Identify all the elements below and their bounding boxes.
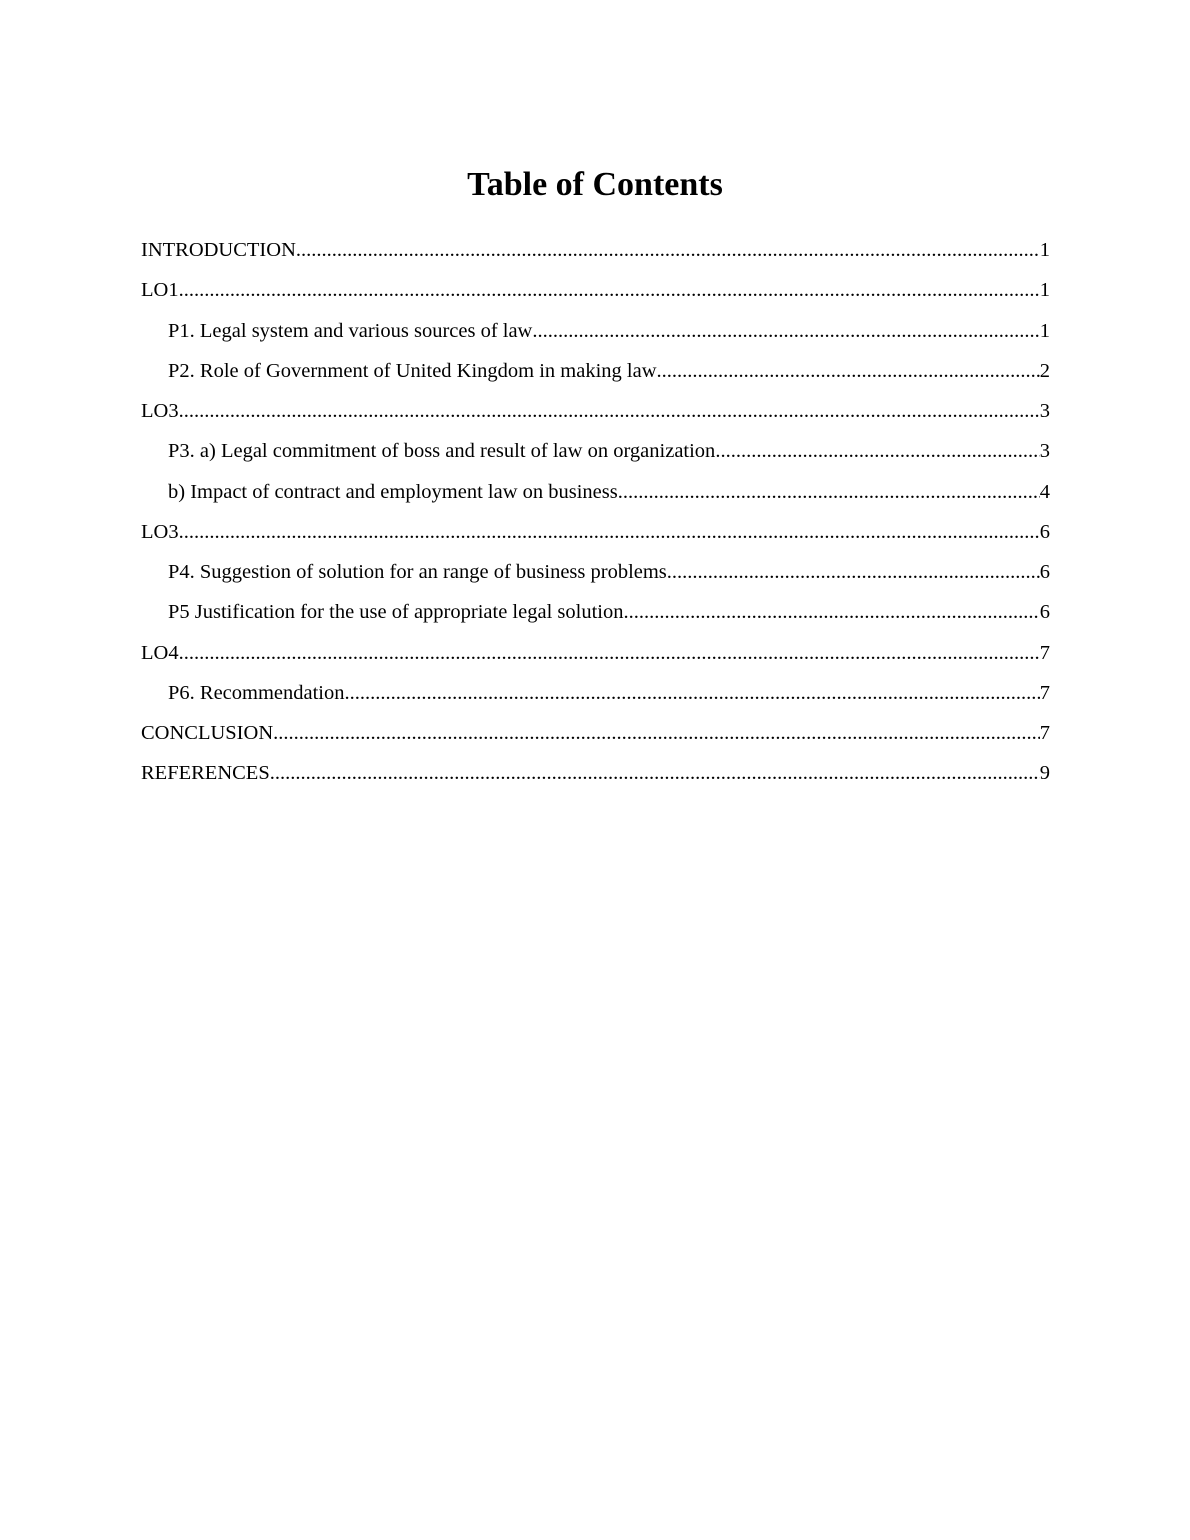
toc-page-number: 7 — [1039, 681, 1050, 704]
toc-entry-p3b[interactable] — [141, 472, 1050, 512]
toc-page-number: 6 — [1039, 520, 1050, 543]
toc-page-number: 6 — [1039, 561, 1050, 583]
toc-entry-label: P2. Role of Government of United Kingdom in making law — [168, 359, 657, 382]
toc-dot-leader — [667, 552, 1040, 592]
toc-dot-leader — [618, 472, 1040, 512]
toc-page-number: 6 — [1039, 601, 1050, 624]
toc-entry-label: LO1 — [141, 279, 179, 302]
toc-entry-label: P4. Suggestion of solution for an range of business problems — [168, 561, 667, 583]
toc-entry-label: P3. a) Legal commitment of boss and result of law on organization — [168, 440, 716, 463]
toc-list — [141, 230, 1050, 794]
toc-entry-p2[interactable] — [141, 351, 1050, 391]
toc-entry-label: LO3 — [141, 520, 179, 543]
toc-entry-p4[interactable] — [141, 552, 1050, 592]
toc-page-number: 1 — [1039, 239, 1050, 261]
toc-entry-conclusion[interactable] — [141, 713, 1050, 753]
toc-dot-leader — [623, 592, 1039, 632]
toc-entry-lo3-second[interactable] — [141, 512, 1050, 552]
toc-entry-label: P5 Justification for the use of appropriate legal solution — [168, 601, 624, 624]
toc-dot-leader — [532, 311, 1039, 351]
toc-page-number: 3 — [1039, 400, 1050, 422]
toc-entry-label: REFERENCES — [141, 762, 270, 785]
toc-dot-leader — [179, 633, 1040, 673]
toc-entry-label: P6. Recommendation — [168, 681, 345, 704]
toc-page-number: 1 — [1039, 319, 1050, 342]
toc-page-number: 9 — [1039, 762, 1050, 785]
toc-entry-label: LO4 — [141, 641, 179, 664]
toc-entry-label: INTRODUCTION — [141, 239, 296, 261]
toc-entry-label: P1. Legal system and various sources of law — [168, 319, 533, 342]
toc-entry-lo3-first[interactable] — [141, 391, 1050, 431]
toc-entry-p1[interactable] — [141, 311, 1050, 351]
toc-entry-p3a[interactable] — [141, 431, 1050, 471]
toc-entry-p6[interactable] — [141, 673, 1050, 713]
toc-page-number: 4 — [1039, 480, 1050, 503]
toc-dot-leader — [715, 431, 1039, 471]
toc-entry-lo1[interactable] — [141, 270, 1050, 310]
toc-entry-lo4[interactable] — [141, 633, 1050, 673]
toc-entry-label: LO3 — [141, 400, 179, 422]
toc-dot-leader — [273, 713, 1040, 753]
toc-page-number: 1 — [1039, 279, 1050, 302]
toc-entry-references[interactable] — [141, 753, 1050, 793]
toc-entry-p5[interactable] — [141, 592, 1050, 632]
toc-dot-leader — [345, 673, 1040, 713]
toc-page-number: 3 — [1039, 440, 1050, 463]
toc-page-number: 7 — [1039, 641, 1050, 664]
toc-dot-leader — [270, 753, 1040, 793]
toc-dot-leader — [179, 512, 1040, 552]
toc-dot-leader — [657, 351, 1040, 391]
toc-page-number: 2 — [1039, 359, 1050, 382]
toc-page-number: 7 — [1039, 722, 1050, 744]
toc-title: Table of Contents — [467, 166, 723, 203]
toc-entry-introduction[interactable] — [141, 230, 1050, 270]
toc-dot-leader — [179, 270, 1040, 310]
toc-dot-leader — [296, 230, 1040, 270]
toc-entry-label: CONCLUSION — [141, 722, 274, 744]
toc-entry-label: b) Impact of contract and employment law on business — [168, 480, 618, 503]
toc-dot-leader — [179, 391, 1040, 431]
